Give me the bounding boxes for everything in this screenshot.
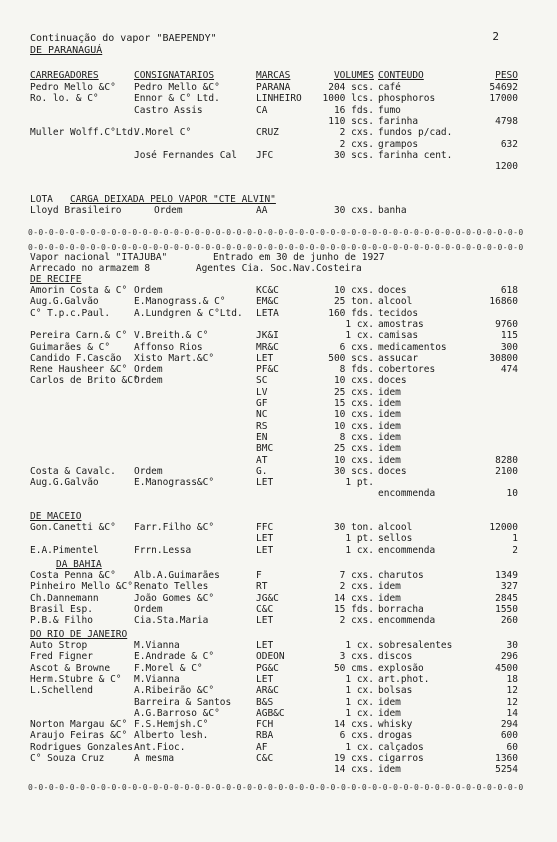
cell-mark: B&S [256,696,274,708]
cell-volume: 1 cx. [345,673,374,685]
cell-contents: doces [378,285,407,296]
cell-volume: 1 cx. [345,544,374,556]
cell-contents: fundos p/cad. [378,127,453,139]
cell-volume: 30 scs. [333,465,374,477]
cell-shipper: Auto Strop [30,640,88,651]
cell-volume: 6 cxs. [339,730,374,742]
cell-weight: 2 [512,544,518,556]
cell-weight: 30 [506,640,518,651]
cell-consignee: Affonso Rios [134,341,203,353]
cell-consignee: A mesma [134,753,175,764]
cell-volume: 204 scs. [328,82,374,93]
cell-mark: LET [256,477,274,489]
cell-weight: 2845 [495,592,518,604]
cell-contents: whisky [378,719,413,731]
cell-weight: 1349 [495,570,518,581]
cell-mark: LET [256,640,274,651]
cell-consignee: Pedro Mello &C° [134,82,220,93]
cell-consignee: Ordem [134,285,163,296]
column-header-marks: MARCAS [256,70,291,81]
cell-consignee: Ordem [134,375,163,387]
cell-volume: 1 pt. [345,533,374,545]
cell-mark: LINHEIRO [256,93,302,105]
cell-volume: 2 cxs. [339,615,374,627]
cell-contents: drogas [378,730,413,742]
cell-weight: 12 [506,685,518,697]
cell-shipper: Pereira Carn.& C° [30,330,128,342]
cell-contents: medicamentos [378,341,447,353]
port-bahia-heading: DA BAHIA [56,559,102,570]
cell-mark: PARANA [256,82,291,93]
cell-weight: 1 [512,533,518,545]
cell-weight: 14 [506,707,518,719]
cell-contents: encommenda [378,615,436,627]
cell-mark: F [256,570,262,581]
cell-volume: 500 scs. [328,352,374,364]
alvin-entry-row [30,205,407,216]
cell-mark: LET [256,352,274,364]
cell-consignee: Ennor & C° Ltd. [134,93,220,105]
cell-weight: 10 [506,488,518,500]
cell-contents: doces [378,375,407,387]
cell-consignee: A.G.Barroso &C° [134,707,220,719]
cell-weight: 12 [506,696,518,708]
cell-contents: fumo [378,104,401,116]
cell-volume: 7 cxs. [339,570,374,581]
cell-mark: AR&C [256,685,279,697]
cell-mark: LV [256,386,268,398]
cell-volume: 25 cxs. [333,443,374,455]
cell-volume: 14 cxs. [333,592,374,604]
cell-consignee: E.Manograss.& C° [134,296,226,308]
cell-weight: 260 [500,615,518,627]
cell-mark: AGB&C [256,707,285,719]
cell-mark: RBA [256,730,274,742]
cell-volume: 14 cxs. [333,719,374,731]
cell-volume: 30 scs. [333,149,374,161]
cell-shipper: Araujo Feiras &C° [30,730,128,742]
cell-shipper: C° Souza Cruz [30,753,105,764]
cell-weight: 54692 [489,82,518,93]
cell-consignee: Ordem [134,603,163,615]
cell-contents: idem [378,592,401,604]
cell-mark: C&C [256,753,274,764]
cell-weight: 600 [500,730,518,742]
cell-weight: 294 [500,719,518,731]
cell-shipper: Ro. lo. & C° [30,93,99,105]
cell-shipper: Carlos de Brito &C° [30,375,139,387]
alvin-contents: banha [378,205,407,216]
cell-volume: 16 fds. [333,104,374,116]
cell-contents: phosphoros [378,93,436,105]
separator-line: 0-0-0-0-0-0-0-0-0-0-0-0-0-0-0-0-0-0-0-0-0-0-0-0-0-0-0-0-0-0-0-0-0-0-0-0-0-0-0-0-0-0-0-0-0-0-0-0 [28,783,524,792]
cell-consignee: José Fernandes Cal [134,149,237,161]
cell-shipper: Rodrigues Gonzales [30,741,133,753]
cell-shipper: Amorin Costa & C° [30,285,128,296]
cell-consignee: Farr.Filho &C° [134,522,215,533]
cell-consignee: M.Vianna [134,640,180,651]
document-title: Continuação do vapor "BAEPENDY" [30,33,217,44]
cell-contents: explosão [378,662,424,674]
cell-contents: idem [378,764,401,776]
cell-mark: C&C [256,603,274,615]
cell-contents: idem [378,398,401,409]
cell-mark: PF&C [256,364,279,376]
cell-weight: 4798 [495,115,518,127]
cell-consignee: A.Lundgren & C°Ltd. [134,307,243,319]
cell-weight: 17000 [489,93,518,105]
cell-contents: idem [378,420,401,432]
cell-volume: 10 cxs. [333,454,374,466]
cell-volume: 30 ton. [333,522,374,533]
cell-contents: encommenda [378,488,436,500]
cell-volume: 110 scs. [328,115,374,127]
page-number: 2 [492,30,499,43]
cell-weight: 1360 [495,753,518,764]
cell-shipper: Ch.Dannemann [30,592,99,604]
cell-contents: farinha cent. [378,149,453,161]
cell-contents: sellos [378,533,413,545]
vessel-line: Vapor nacional "ITAJUBA" Entrado em 30 de junho de 1927 [30,252,385,263]
cell-shipper: Rene Hausheer &C° [30,364,128,376]
cell-contents: idem [378,454,401,466]
cell-consignee: Cia.Sta.Maria [134,615,209,627]
port-rio-heading: DO RIO DE JANEIRO [30,629,128,640]
cell-contents: cobertores [378,364,436,376]
cell-contents: borracha [378,603,424,615]
cell-weight: 300 [500,341,518,353]
cell-weight: 8280 [495,454,518,466]
cell-shipper: Gon.Canetti &C° [30,522,116,533]
cell-contents: amostras [378,318,424,330]
cell-volume: 14 cxs. [333,764,374,776]
alvin-consignee: Ordem [154,205,183,216]
alvin-prefix: LOTA [30,194,53,205]
cell-weight: 1550 [495,603,518,615]
cell-volume: 8 cxs. [339,431,374,443]
cell-consignee: F.Morel & C° [134,662,203,674]
alvin-mark: AA [256,205,268,216]
cell-shipper: Fred Figner [30,651,93,663]
separator-line: 0-0-0-0-0-0-0-0-0-0-0-0-0-0-0-0-0-0-0-0-0-0-0-0-0-0-0-0-0-0-0-0-0-0-0-0-0-0-0-0-0-0-0-0-0-0-0-0 [28,243,524,252]
cell-mark: ODEON [256,651,285,663]
cell-volume: 10 cxs. [333,375,374,387]
cell-weight: 618 [500,285,518,296]
column-header-consignees: CONSIGNATARIOS [134,70,215,81]
alvin-shipper: Lloyd Brasileiro [30,205,122,216]
cell-contents: farinha [378,115,419,127]
cell-contents: assucar [378,352,419,364]
cell-volume: 25 cxs. [333,386,374,398]
cell-shipper: L.Schellend [30,685,93,697]
cell-volume: 2 cxs. [339,138,374,150]
cell-volume: 1 cx. [345,741,374,753]
cell-mark: RS [256,420,268,432]
column-header-weight: PESO [495,70,518,81]
cell-weight: 18 [506,673,518,685]
cell-contents: café [378,82,401,93]
cell-contents: alcool [378,522,413,533]
cell-volume: 1 pt. [345,477,374,489]
cell-mark: RT [256,581,268,593]
cell-mark: LET [256,544,274,556]
cell-mark: G. [256,465,268,477]
cell-consignee: F.S.Hemjsh.C° [134,719,209,731]
cell-weight: 5254 [495,764,518,776]
cell-volume: 1 cx. [345,696,374,708]
cell-volume: 1 cx. [345,330,374,342]
cell-volume: 1 cx. [345,640,374,651]
cell-contents: encommenda [378,544,436,556]
cell-mark: AF [256,741,268,753]
cell-weight: 296 [500,651,518,663]
cell-contents: cigarros [378,753,424,764]
cell-consignee: Alb.A.Guimarães [134,570,220,581]
cell-consignee: Ant.Fioc. [134,741,186,753]
cell-contents: idem [378,707,401,719]
cell-volume: 19 cxs. [333,753,374,764]
cell-mark: KC&C [256,285,279,296]
cell-volume: 50 cms. [333,662,374,674]
cell-consignee: Xisto Mart.&C° [134,352,215,364]
warehouse-line: Arrecado no armazem 8 Agentes Cia. Soc.Nav.Costeira [30,263,362,274]
separator-line: 0-0-0-0-0-0-0-0-0-0-0-0-0-0-0-0-0-0-0-0-0-0-0-0-0-0-0-0-0-0-0-0-0-0-0-0-0-0-0-0-0-0-0-0-0-0-0-0 [28,228,524,237]
cell-volume: 1 cx. [345,685,374,697]
cell-mark: LET [256,615,274,627]
cell-shipper: Pedro Mello &C° [30,82,116,93]
cell-consignee: E.Andrade & C° [134,651,215,663]
cell-mark: LETA [256,307,279,319]
cell-volume: 2 cxs. [339,581,374,593]
port-maceio-heading: DE MACEIO [30,511,82,522]
cell-contents: sobresalentes [378,640,453,651]
cell-mark: GF [256,398,268,409]
cell-volume: 1 cx. [345,318,374,330]
cell-contents: discos [378,651,413,663]
cell-shipper: E.A.Pimentel [30,544,99,556]
cell-consignee: Renato Telles [134,581,209,593]
cell-volume: 160 fds. [328,307,374,319]
cell-consignee: Frrn.Lessa [134,544,192,556]
cell-contents: alcool [378,296,413,308]
cell-weight: 2100 [495,465,518,477]
cell-contents: idem [378,409,401,421]
cell-mark: LET [256,533,274,545]
cell-volume: 10 cxs. [333,409,374,421]
cell-contents: charutos [378,570,424,581]
cell-consignee: V.Morel C° [134,127,192,139]
cell-mark: EN [256,431,268,443]
alvin-section-title: CARGA DEIXADA PELO VAPOR "CTE ALVIN" [70,194,276,205]
port-heading: DE PARANAGUÁ [30,45,103,56]
cell-consignee: Alberto lesh. [134,730,209,742]
cell-contents: doces [378,465,407,477]
cell-mark: BMC [256,443,274,455]
cell-shipper: Brasil Esp. [30,603,93,615]
cell-volume: 1 cx. [345,707,374,719]
cell-contents: tecidos [378,307,419,319]
cell-volume: 2 cxs. [339,127,374,139]
cell-volume: 10 cxs. [333,285,374,296]
cell-weight: 327 [500,581,518,593]
cell-mark: MR&C [256,341,279,353]
cell-volume: 15 fds. [333,603,374,615]
cell-consignee: João Gomes &C° [134,592,215,604]
cell-volume: 1000 lcs. [322,93,374,105]
cell-weight: 115 [500,330,518,342]
column-header-shippers: CARREGADORES [30,70,99,81]
cell-consignee: Ordem [134,465,163,477]
cell-contents: idem [378,581,401,593]
cell-shipper: Aug.G.Galvão [30,296,99,308]
column-header-row [30,70,518,81]
cell-mark: FFC [256,522,274,533]
cell-mark: CA [256,104,268,116]
cell-weight: 12000 [489,522,518,533]
cell-weight: 30800 [489,352,518,364]
cell-weight: 9760 [495,318,518,330]
cell-weight: 60 [506,741,518,753]
cell-mark: SC [256,375,268,387]
cell-contents: idem [378,386,401,398]
cell-weight: 632 [500,138,518,150]
cell-shipper: P.B.& Filho [30,615,93,627]
cell-contents: bolsas [378,685,413,697]
cell-shipper: Muller Wolff.C°Ltd. [30,127,139,139]
cell-consignee: Castro Assis [134,104,203,116]
cell-shipper: Norton Margau &C° [30,719,128,731]
cell-weight: 4500 [495,662,518,674]
cell-contents: art.phot. [378,673,430,685]
cell-mark: CRUZ [256,127,279,139]
port-recife-heading: DE RECIFE [30,274,82,285]
cell-mark: PG&C [256,662,279,674]
cell-mark: EM&C [256,296,279,308]
cell-shipper: Pinheiro Mello &C° [30,581,133,593]
column-header-contents: CONTEUDO [378,70,424,81]
cell-mark: JFC [256,149,274,161]
cell-mark: AT [256,454,268,466]
cell-consignee: Barreira & Santos [134,696,232,708]
cell-volume: 8 fds. [339,364,374,376]
cell-shipper: Candido F.Cascão [30,352,122,364]
cell-consignee: Ordem [134,364,163,376]
cell-weight: 474 [500,364,518,376]
cell-weight: 16860 [489,296,518,308]
cell-volume: 3 cxs. [339,651,374,663]
cell-volume: 25 ton. [333,296,374,308]
cell-mark: JK&I [256,330,279,342]
cell-mark: FCH [256,719,274,731]
alvin-volume: 30 cxs. [333,205,374,216]
cell-contents: grampos [378,138,419,150]
cell-shipper: C° T.p.c.Paul. [30,307,111,319]
cell-shipper: Herm.Stubre & C° [30,673,122,685]
cell-shipper: Guimarães & C° [30,341,111,353]
cell-contents: idem [378,443,401,455]
cell-contents: calçados [378,741,424,753]
cell-shipper: Costa & Cavalc. [30,465,116,477]
cell-consignee: V.Breith.& C° [134,330,209,342]
cell-weight: 1200 [495,161,518,173]
cell-shipper: Aug.G.Galvão [30,477,99,489]
cell-contents: camisas [378,330,419,342]
cell-consignee: M.Vianna [134,673,180,685]
cell-mark: JG&C [256,592,279,604]
cell-contents: idem [378,431,401,443]
cell-mark: LET [256,673,274,685]
cell-consignee: E.Manograss&C° [134,477,215,489]
cell-shipper: Costa Penna &C° [30,570,116,581]
cell-volume: 10 cxs. [333,420,374,432]
cell-shipper: Ascot & Browne [30,662,111,674]
column-header-volumes: VOLUMES [333,70,374,81]
cell-volume: 15 cxs. [333,398,374,409]
cell-volume: 6 cxs. [339,341,374,353]
cell-mark: NC [256,409,268,421]
cell-consignee: A.Ribeirão &C° [134,685,215,697]
cell-contents: idem [378,696,401,708]
